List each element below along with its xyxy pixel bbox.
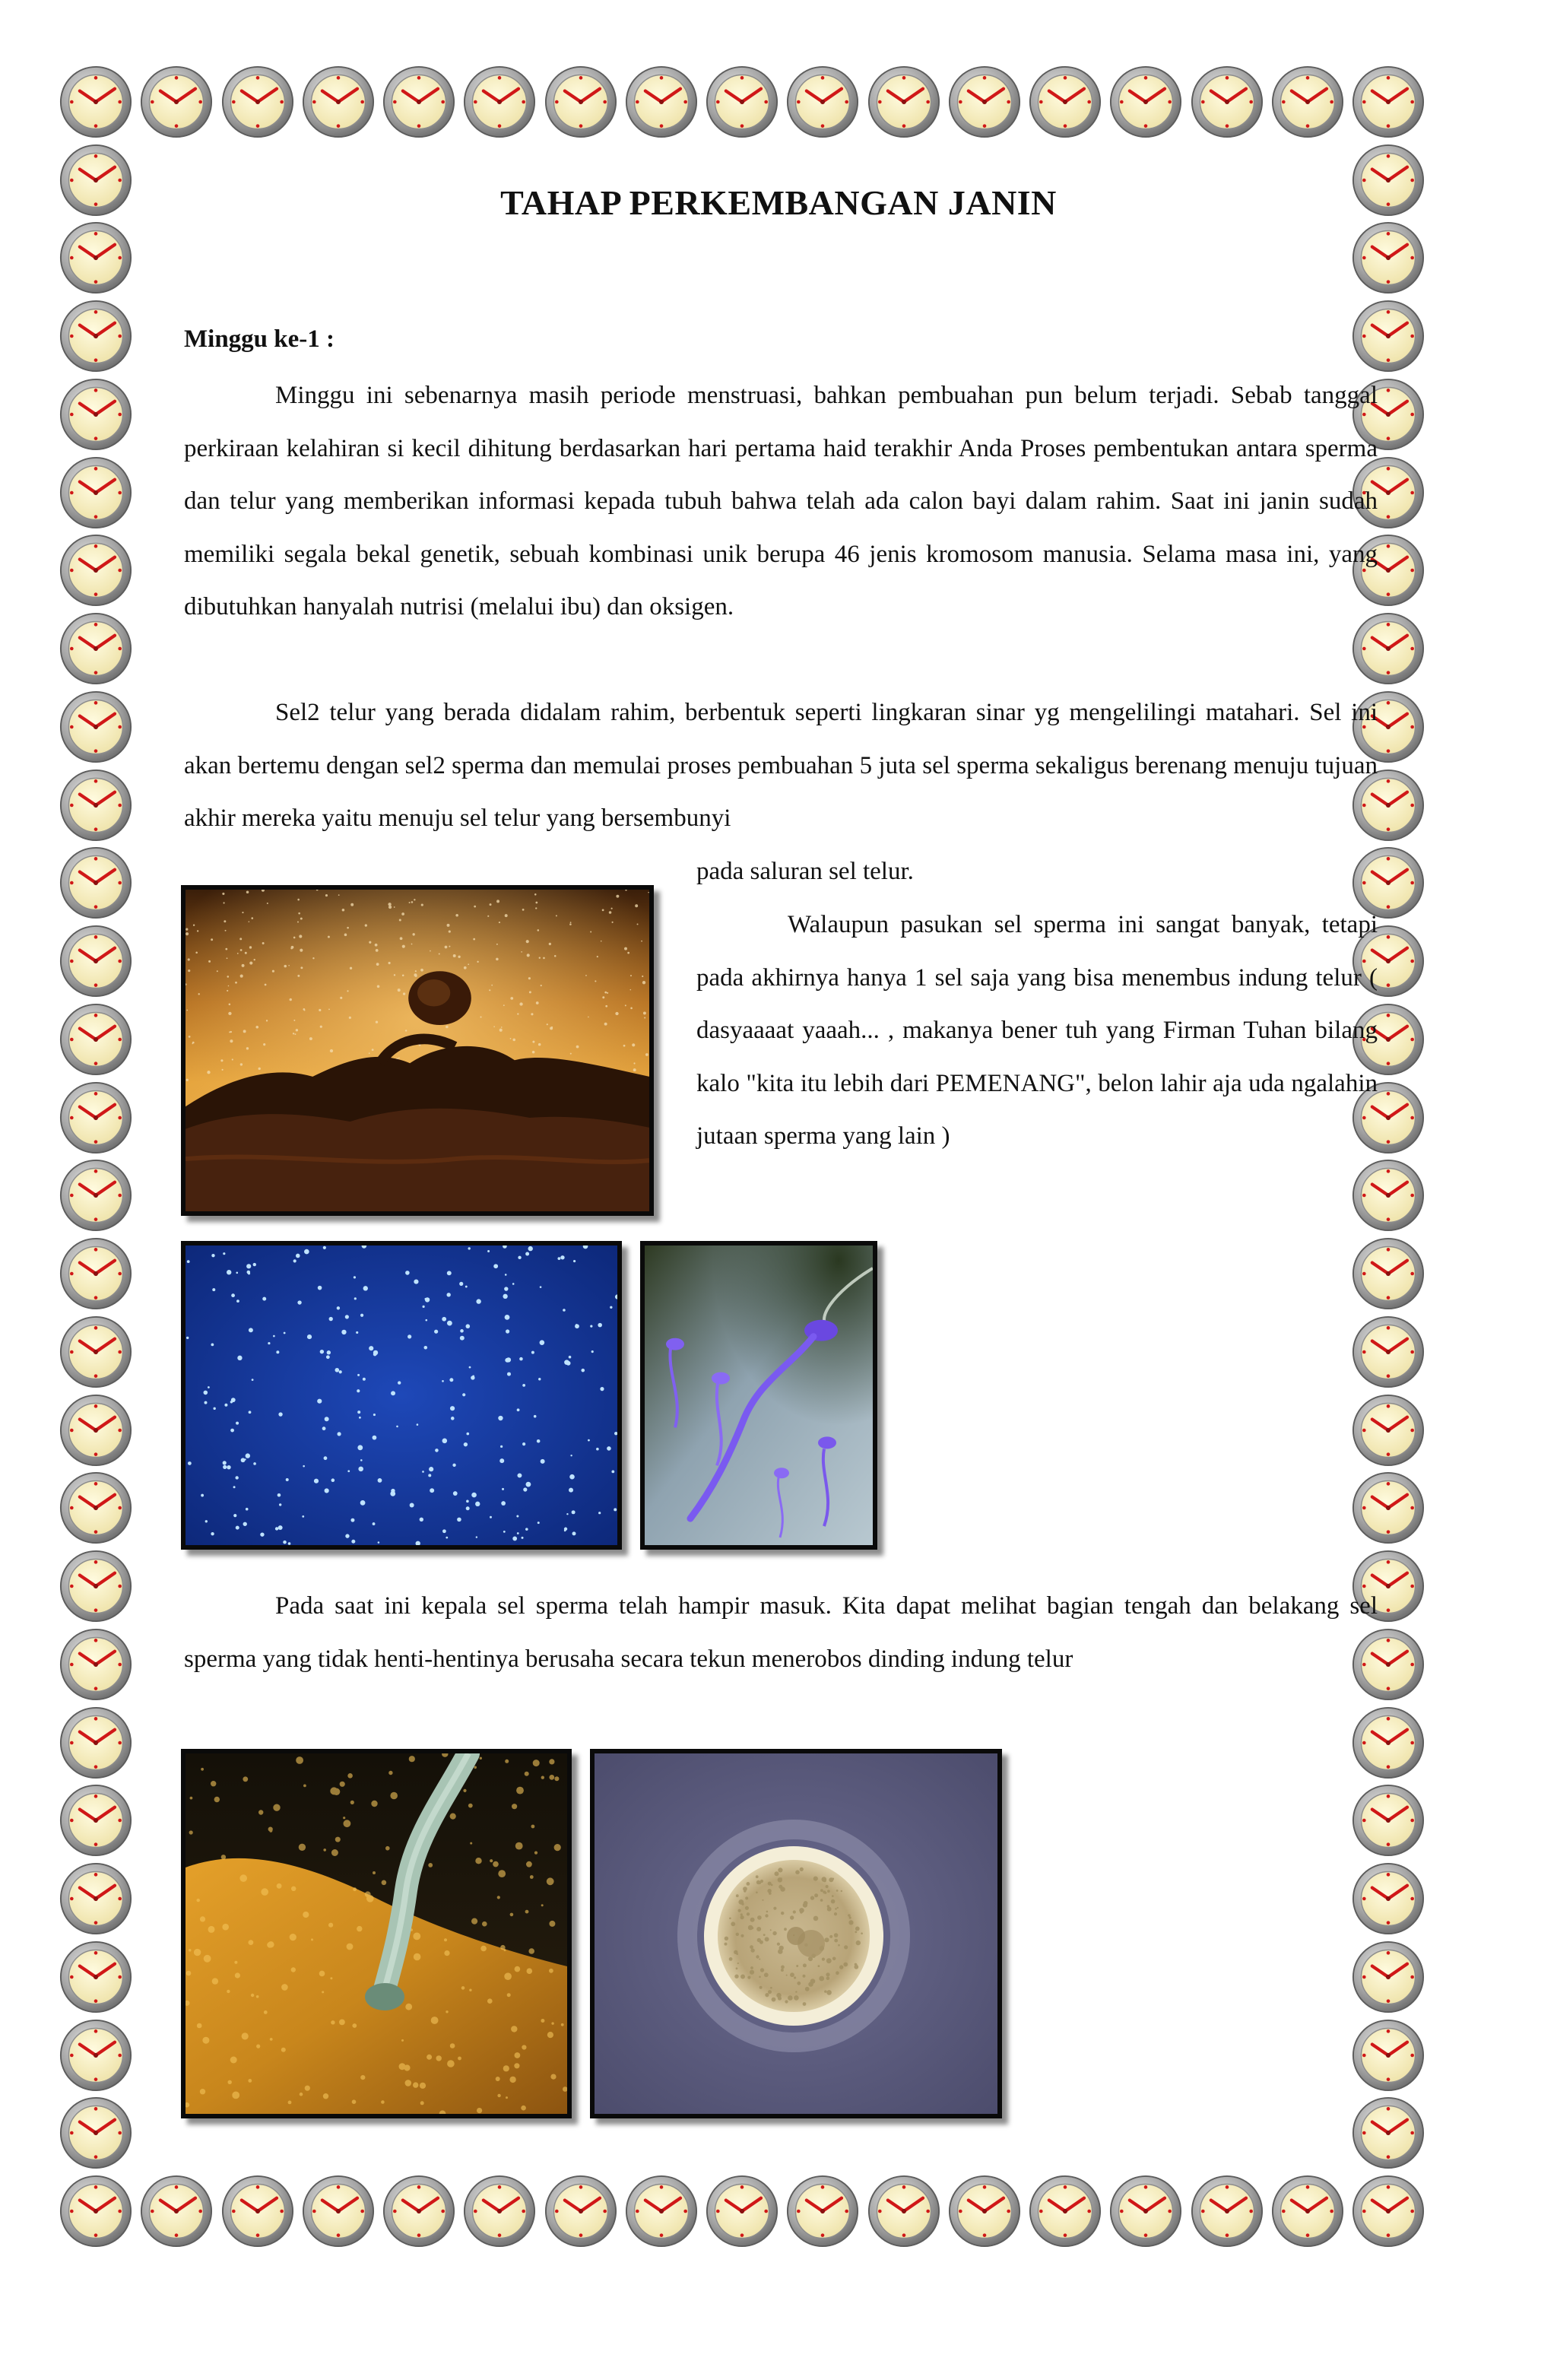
clock-icon (786, 2175, 859, 2248)
clock-icon (382, 2175, 455, 2248)
clock-icon (221, 65, 294, 138)
clock-icon (59, 534, 132, 607)
clock-icon (59, 1237, 132, 1310)
section-heading: Minggu ke-1 : (184, 325, 335, 353)
clock-icon (1352, 300, 1425, 373)
clock-icon (59, 690, 132, 763)
clock-icon (59, 1394, 132, 1467)
clock-icon (1271, 65, 1344, 138)
clock-icon (1352, 1394, 1425, 1467)
clock-icon (59, 1471, 132, 1544)
clock-icon (1109, 65, 1182, 138)
clock-icon (706, 2175, 778, 2248)
clock-icon (1029, 65, 1102, 138)
photo-sperm-penetration-yellow (181, 1749, 572, 2118)
clock-icon (1352, 1471, 1425, 1544)
clock-icon (463, 2175, 536, 2248)
clock-icon (59, 378, 132, 451)
clock-icon (302, 65, 375, 138)
clock-icon (1029, 2175, 1102, 2248)
clock-icon (1352, 2175, 1425, 2248)
clock-icon (1271, 2175, 1344, 2248)
clock-icon (1109, 2175, 1182, 2248)
photo-egg-cell-microscope (590, 1749, 1002, 2118)
clock-icon (1352, 1862, 1425, 1935)
clock-icon (1352, 1237, 1425, 1310)
clock-icon (625, 65, 698, 138)
clock-icon (59, 1315, 132, 1388)
clock-icon (1191, 2175, 1264, 2248)
clock-icon (1352, 1159, 1425, 1232)
clock-icon (544, 65, 617, 138)
clock-icon (59, 2096, 132, 2169)
clock-icon (867, 65, 940, 138)
paragraph-oviduct: pada saluran sel telur. (696, 858, 914, 885)
clock-icon (59, 925, 132, 998)
clock-icon (59, 846, 132, 919)
clock-icon (544, 2175, 617, 2248)
clock-icon (59, 1159, 132, 1232)
clock-icon (221, 2175, 294, 2248)
clock-icon (59, 1550, 132, 1623)
clock-icon (1352, 2019, 1425, 2092)
clock-icon (140, 2175, 213, 2248)
clock-icon (1352, 1706, 1425, 1779)
paragraph-egg-cells: Sel2 telur yang berada didalam rahim, berbentuk seperti lingkaran sinar yg mengelilingi matahari. Sel ini akan bertemu dengan sel2 sperma dan memulai proses pembuahan 5 juta sel sperma sekaligus berenang menuju tujuan akhir mereka yaitu menuju sel telur yang bersembunyi (184, 699, 1378, 832)
clock-icon (867, 2175, 940, 2248)
clock-icon (59, 1706, 132, 1779)
clock-icon (1352, 1315, 1425, 1388)
clock-icon (59, 65, 132, 138)
clock-icon (59, 1003, 132, 1076)
clock-icon (59, 221, 132, 294)
photo-sperm-swarm-blue (181, 1241, 622, 1550)
paragraph-sperm-army: Walaupun pasukan sel sperma ini sangat banyak, tetapi pada akhirnya hanya 1 sel saja yang bisa menembus indung telur ( dasyaaaat yaaah... , makanya bener tuh yang Firman Tuhan bilang kalo "kita itu lebih dari PEMENANG", belon lahir aja uda ngalahin jutaan sperma yang lain ) (696, 911, 1378, 1150)
clock-icon (1352, 1784, 1425, 1857)
page-title: TAHAP PERKEMBANGAN JANIN (500, 183, 1057, 222)
clock-icon (1191, 65, 1264, 138)
paragraph-sperm-head: Pada saat ini kepala sel sperma telah hampir masuk. Kita dapat melihat bagian tengah dan belakang sel sperma yang tidak henti-hentinya berusaha secara tekun menerobos dinding indung telur (184, 1592, 1378, 1673)
clock-icon (59, 456, 132, 529)
clock-icon (1352, 1940, 1425, 2013)
clock-icon (302, 2175, 375, 2248)
clock-icon (948, 65, 1021, 138)
clock-icon (59, 612, 132, 685)
clock-icon (59, 769, 132, 842)
clock-icon (140, 65, 213, 138)
paragraph-week-1-intro: Minggu ini sebenarnya masih periode menstruasi, bahkan pembuahan pun belum terjadi. Sebab tanggal perkiraan kelahiran si kecil dihitung berdasarkan hari pertama haid terakhir Anda Proses pembentukan antara sperma dan telur yang memberikan informasi kepada tubuh bahwa telah ada calon bayi dalam rahim. Saat ini janin sudah memiliki segala bekal genetik, sebuah kombinasi unik berupa 46 jenis kromosom manusia. Selama masa ini, yang dibutuhkan hanyalah nutrisi (melalui ibu) dan oksigen. (184, 382, 1378, 620)
clock-icon (1352, 2096, 1425, 2169)
clock-icon (59, 2019, 132, 2092)
clock-icon (1352, 221, 1425, 294)
clock-icon (1352, 65, 1425, 138)
clock-icon (59, 300, 132, 373)
clock-icon (59, 1081, 132, 1154)
clock-icon (59, 1784, 132, 1857)
clock-icon (59, 1940, 132, 2013)
clock-icon (463, 65, 536, 138)
clock-icon (59, 2175, 132, 2248)
clock-icon (706, 65, 778, 138)
clock-icon (786, 65, 859, 138)
clock-icon (625, 2175, 698, 2248)
clock-icon (59, 1862, 132, 1935)
clock-icon (948, 2175, 1021, 2248)
clock-icon (59, 1628, 132, 1701)
photo-egg-surface-orange (181, 885, 654, 1216)
photo-sperm-approach-purple (640, 1241, 877, 1550)
clock-icon (382, 65, 455, 138)
